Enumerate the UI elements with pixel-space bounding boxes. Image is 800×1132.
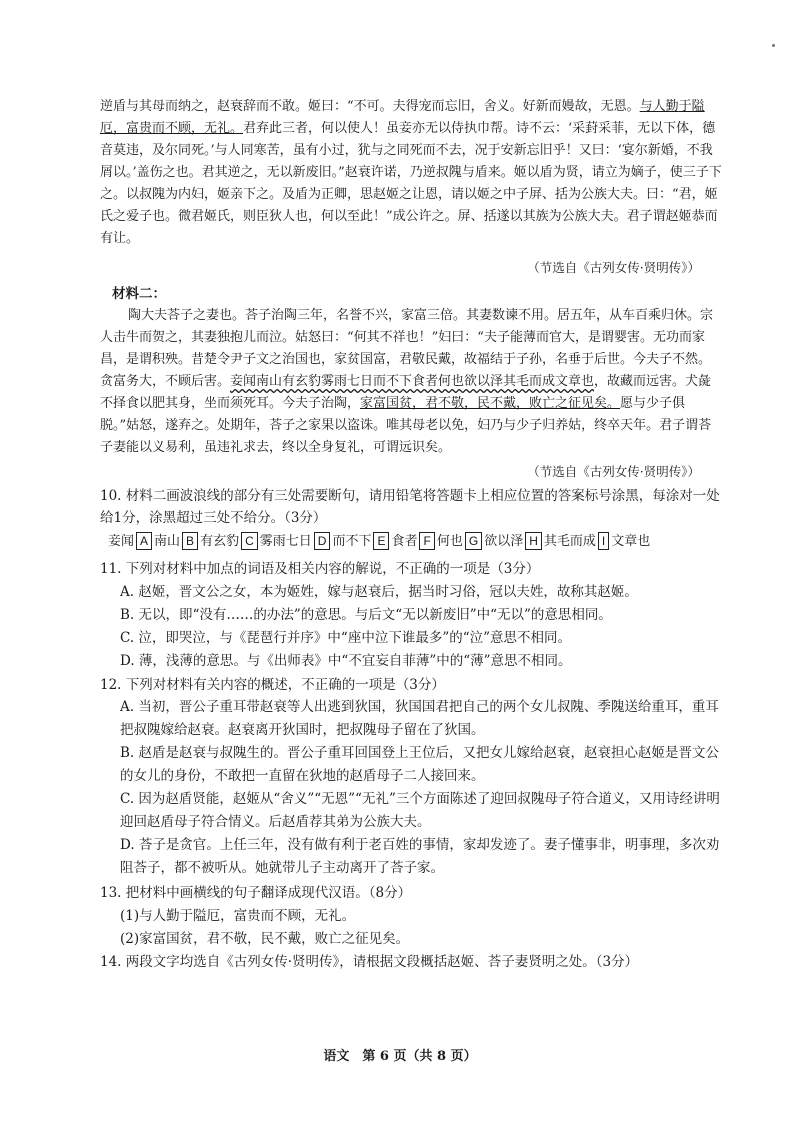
q14-stem: 14. 两段文字均选自《古列女传·贤明传》，请根据文段概括赵姬、荅子妻贤明之处。（3分）: [100, 954, 639, 970]
q13-sentence-2: (2)家富国贫，君不敬，民不戴，败亡之征见矣。: [120, 931, 410, 947]
material2-part3: ，故藏而远害。犬彘不择食以肥其身，坐而须死耳。今夫子治陶，: [100, 374, 712, 411]
q12-option-d: D. 荅子是贪官。上任三年，没有做有利于老百姓的事情，家却发迹了。妻子懂事非，明事理，多次劝阻荅子，都不被听从。她就带儿子主动离开了荅子家。: [120, 837, 720, 876]
q11-option-b: B. 无以，即“没有……的办法”的意思。与后文“无以新废旧”中“无以”的意思相同。: [120, 607, 612, 623]
q12-stem: 12. 下列对材料有关内容的概述，不正确的一项是（3分）: [100, 677, 445, 693]
break-e-box[interactable]: E: [373, 532, 389, 550]
q11-option-d: D. 薄，浅薄的意思。与《出师表》中“不宜妄自菲薄”中的“薄”意思不相同。: [120, 653, 572, 669]
q12-option-a: A. 当初，晋公子重耳带赵衰等人出逃到狄国，狄国国君把自己的两个女儿叔隗、季隗送给重耳，重耳把叔隗嫁给赵衰。赵衰离开狄国时，把叔隗母子留在了狄国。: [120, 699, 719, 738]
material2-source: （节选自《古列女传·贤明传》）: [527, 464, 700, 479]
q10-sentence-breaks: 妾闻 A 南山 B 有玄豹 C 雾雨七日 D 而不下 E 食者 F 何也 G 欲以泽 H 其毛而成 I 文章也: [108, 534, 651, 549]
q11-option-a: A. 赵姬，晋文公之女，本为姬姓，嫁与赵衰后，据当时习俗，冠以夫姓，故称其赵姬。: [120, 584, 638, 600]
break-i-box[interactable]: I: [598, 532, 609, 550]
material1-line1: 逆盾与其母而纳之，赵衰辞而不敢。姬曰：“不可。夫得宠而忘旧，舍义。好新而嫚故，无恩。: [100, 99, 640, 114]
material1-underlined-2: 于隘厄，富贵而不顾，无礼。: [100, 99, 705, 136]
material2-heading: 材料二：: [112, 286, 166, 302]
page-footer: 语文 第 6 页（共 8 页）: [323, 1049, 477, 1064]
q13-stem: 13. 把材料中画横线的句子翻译成现代汉语。（8分）: [100, 885, 412, 901]
material2-text: [100, 305, 722, 459]
q12-option-b: B. 赵盾是赵衰与叔隗生的。晋公子重耳回国登上王位后，又把女儿嫁给赵衰，赵衰担心赵姬是晋文公的女儿的身份，不敢把一直留在狄地的赵盾母子二人接回来。: [120, 745, 720, 784]
scan-speck: [772, 44, 775, 47]
material2-underlined: 家富国贫，君不敬，民不戴，败亡之征见矣。: [360, 396, 621, 411]
material2-wavy-sentence: 妾闻南山有玄豹雾雨七日而不下食者何也欲以泽其毛而成文章也: [230, 374, 595, 389]
q13-sentence-1: (1)与人勤于隘厄，富贵而不顾，无礼。: [120, 908, 356, 924]
break-g-box[interactable]: G: [465, 532, 482, 550]
break-c-box[interactable]: C: [241, 532, 258, 550]
material2-part1: 陶大夫荅子之妻也。荅子治陶三年，名誉不兴，家富三倍。其妻数谏不用。居五年，从车百乘归休。宗人击牛而贺之，其妻独抱儿而泣。姑怒曰：“何其不祥也！”妇曰：“夫子能薄而官大，是谓婴害。无功而家昌，是谓积殃。昔楚令尹子文之治国也，家贫国富，君敬民戴，故福结于子孙，名垂于后世。今夫子不然。贪富务大，不顾后害。: [100, 308, 714, 389]
break-d-box[interactable]: D: [314, 532, 331, 550]
material1-rest: 君弃此三者，何以使人！虽妾亦无以侍执巾帮。诗不云：‘采葑采菲，无以下体，德音莫违，及尔同死。’与人同寒苦，虽有小过，犹与之同死而不去，况于安新忘旧乎！又曰：‘宴尔新婚，不我屑以。’盖伤之也。君其逆之，无以新废旧。”赵衰许诺，乃逆叔隗与盾来。姬以盾为贤，请立为嫡子，使三子下之。以叔隗为内妇，姬亲下之。及盾为正卿，思赵姬之让恩，请以姬之中子屏、括为公族大夫。曰：“君，姬氏之爱子也。微君姬氏，则臣狄人也，何以至此！”成公许之。屏、括遂以其族为公族大夫。君子谓赵姬恭而有让。: [100, 121, 722, 246]
break-f-box[interactable]: F: [419, 532, 434, 550]
material1-source: （节选自《古列女传·贤明传》）: [527, 260, 700, 275]
material1-underlined-1: 与人勤: [639, 99, 679, 114]
q11-stem: 11. 下列对材料中加点的词语及相关内容的解说，不正确的一项是（3分）: [100, 561, 540, 577]
material1-text: [100, 96, 722, 250]
break-b-box[interactable]: B: [182, 532, 198, 550]
q12-option-c: C. 因为赵盾贤能，赵姬从“舍义”“无恩”“无礼”三个方面陈述了迎回叔隗母子符合道义，又用诗经讲明迎回赵盾母子符合情义。后赵盾荐其弟为公族大夫。: [120, 791, 720, 830]
material2-part5: 愿与少子俱脱。”姑怒，遂弃之。处期年，荅子之家果以盗诛。唯其母老以免，妇乃与少子归养姑，终卒天年。君子谓荅子妻能以义易利，虽违礼求去，终以全身复礼，可谓远识矣。: [100, 396, 712, 455]
q11-option-c: C. 泣，即哭泣，与《琵琶行并序》中“座中泣下谁最多”的“泣”意思不相同。: [120, 630, 572, 646]
break-h-box[interactable]: H: [525, 532, 542, 550]
q10-stem: 10. 材料二画波浪线的部分有三处需要断句，请用铅笔将答题卡上相应位置的答案标号涂黑，每涂对一处给1分，涂黑超过三处不给分。（3分）: [100, 488, 720, 526]
break-a-box[interactable]: A: [136, 532, 152, 550]
